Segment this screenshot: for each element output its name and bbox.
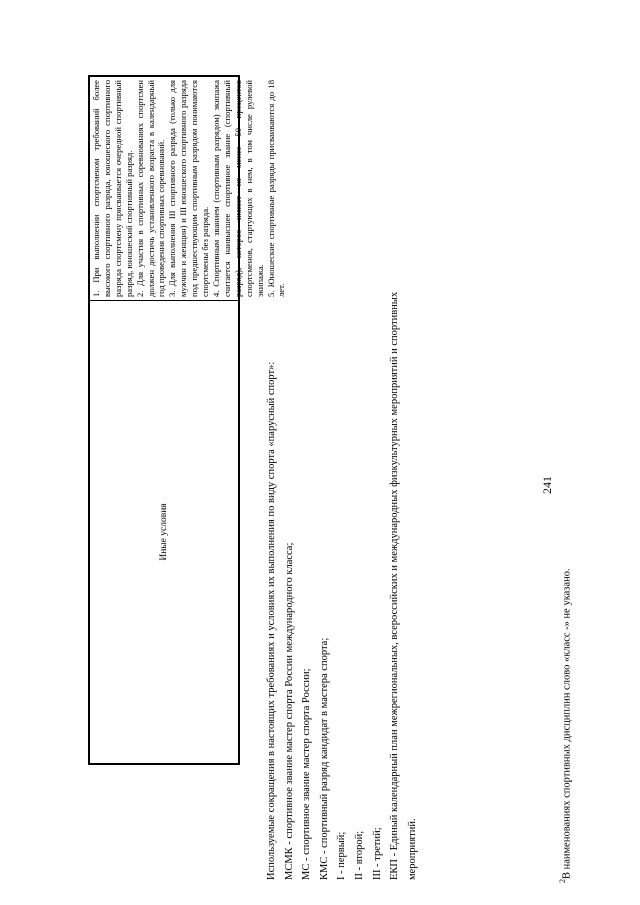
abbreviation-line: МС - спортивное звание мастер спорта России; xyxy=(301,668,313,880)
condition-item: 1. При выполнении спортсменом требований более высокого спортивного разряда, юношеского спортивного разряда спортсмену присваивается очередной спортивный разряд, юношеский спортивный разряд. xyxy=(91,80,134,297)
abbreviation-line: МСМК - спортивное звание мастер спорта России международного класса; xyxy=(283,542,295,880)
condition-item: 4. Спортивным званием (спортивным разрядом) экипажа считается наивысшее спортивное звание (спортивный разряд), которое имеют не менее 50 процентов спортсменов, стартующих в нем, в том числе рулевой экипажа. xyxy=(210,80,265,297)
abbreviation-line: ЕКП - Единый календарный план межрегиональных, всероссийских и международных физкультурных мероприятий и спортивных мероприятий. xyxy=(389,291,418,880)
abbreviations-block xyxy=(263,180,421,880)
footnote-text: В наименованиях спортивных дисциплин слово «класс -» не указано. xyxy=(561,568,573,879)
abbreviation-line: КМС - спортивный разряд кандидат в мастера спорта; xyxy=(318,637,330,880)
conditions-label: Иные условия xyxy=(159,503,169,561)
abbreviation-line: III - третий; xyxy=(371,827,383,880)
abbreviation-line: I - первый; xyxy=(336,831,348,880)
conditions-text-cell xyxy=(90,77,287,300)
page-number: 241 xyxy=(540,476,554,494)
abbreviation-line: II - второй; xyxy=(353,830,365,880)
footnote xyxy=(558,568,573,883)
conditions-label-cell xyxy=(90,300,238,763)
condition-item: 2. Для участия в спортивных соревнованиях спортсмен должен достичь установленного возраста в календарный год проведения спортивных соревнований. xyxy=(134,80,167,297)
condition-item: 3. Для выполнения III спортивного разряда (только для мужчин и женщин) и III юношеского спортивного разряда под предшествующим спортивным разрядом понимаются спортсмены без разряда. xyxy=(167,80,211,297)
abbreviations-intro: Используемые сокращения в настоящих требованиях и условиях их выполнения по виду спорта «парусный спорт»: xyxy=(266,361,277,880)
footnote-marker: 2 xyxy=(558,879,567,883)
condition-item: 5. Юношеские спортивные разряды присваиваются до 18 лет. xyxy=(265,80,287,297)
